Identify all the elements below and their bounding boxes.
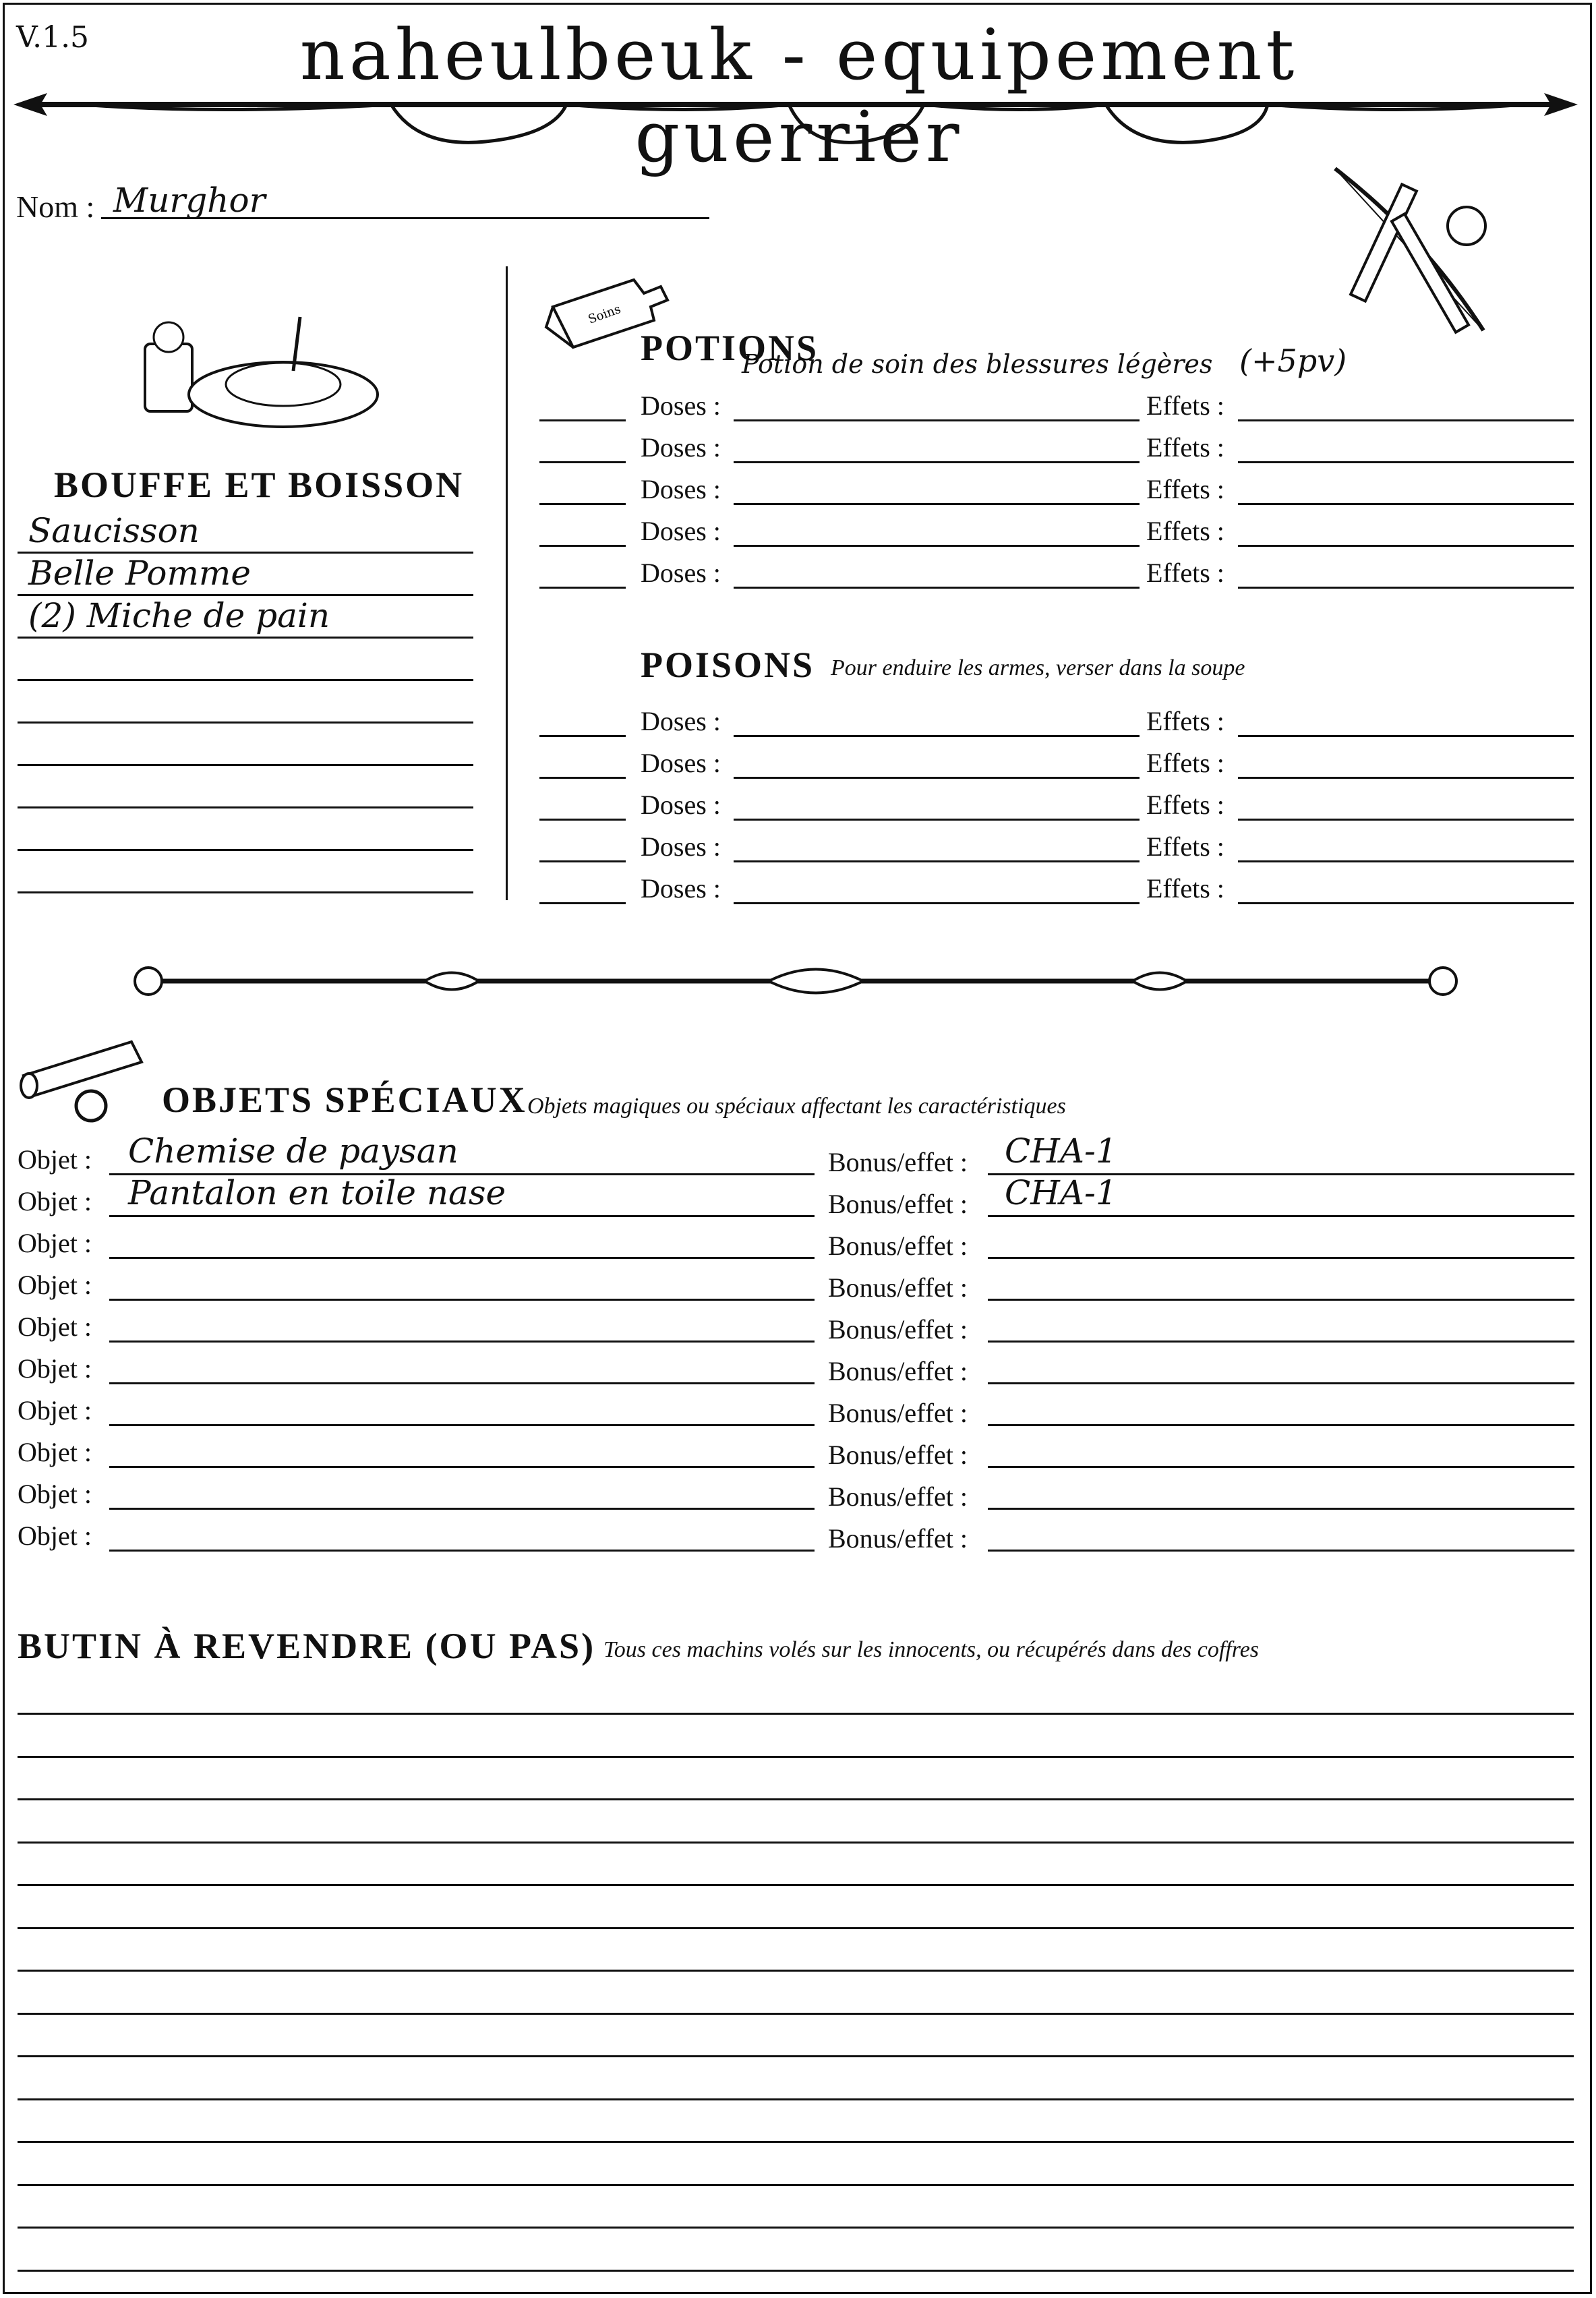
loot-line[interactable] (18, 1842, 1574, 1844)
dose-line[interactable] (734, 587, 1140, 589)
loot-line[interactable] (18, 1970, 1574, 1972)
object-line[interactable] (109, 1424, 815, 1426)
food-line (18, 806, 473, 808)
potions-note[interactable]: Potion de soin des blessures légères (742, 349, 1213, 379)
object-line[interactable] (109, 1382, 815, 1384)
bonus-line[interactable] (988, 1340, 1574, 1343)
object-label: Objet : (18, 1228, 92, 1258)
effect-label: Effets : (1146, 706, 1224, 736)
dose-label: Doses : (641, 558, 721, 588)
object-line[interactable] (109, 1508, 815, 1510)
effect-label: Effets : (1146, 748, 1224, 778)
bonus-label: Bonus/effet : (828, 1398, 968, 1428)
loot-line[interactable] (18, 1927, 1574, 1929)
effect-line[interactable] (1238, 819, 1574, 821)
effect-label: Effets : (1146, 474, 1224, 504)
effect-label: Effets : (1146, 831, 1224, 862)
effect-label: Effets : (1146, 558, 1224, 588)
food-line (18, 849, 473, 851)
bonus-line[interactable] (988, 1466, 1574, 1468)
dose-count-line[interactable] (539, 819, 626, 821)
dose-label: Doses : (641, 474, 721, 504)
dose-count-line[interactable] (539, 902, 626, 904)
object-line[interactable] (109, 1215, 815, 1217)
loot-line[interactable] (18, 2098, 1574, 2100)
bonus-line[interactable] (988, 1508, 1574, 1510)
effect-label: Effets : (1146, 516, 1224, 546)
effect-line[interactable] (1238, 419, 1574, 421)
bonus-label: Bonus/effet : (828, 1189, 968, 1219)
bonus-label: Bonus/effet : (828, 1481, 968, 1512)
effect-line[interactable] (1238, 777, 1574, 779)
poisons-heading: POISONS (641, 645, 815, 685)
food-line (18, 764, 473, 766)
object-label: Objet : (18, 1270, 92, 1300)
object-line[interactable] (109, 1340, 815, 1343)
staff-divider-icon (128, 958, 1463, 1005)
dose-line[interactable] (734, 735, 1140, 737)
bonus-value[interactable]: CHA-1 (1005, 1173, 1117, 1212)
bonus-line[interactable] (988, 1424, 1574, 1426)
bonus-label: Bonus/effet : (828, 1147, 968, 1177)
dose-line[interactable] (734, 777, 1140, 779)
loot-line[interactable] (18, 2184, 1574, 2186)
effect-line[interactable] (1238, 461, 1574, 463)
dose-count-line[interactable] (539, 419, 626, 421)
dose-line[interactable] (734, 419, 1140, 421)
loot-line[interactable] (18, 1756, 1574, 1758)
dose-count-line[interactable] (539, 777, 626, 779)
name-value[interactable]: Murghor (113, 181, 266, 220)
bonus-value[interactable]: CHA-1 (1005, 1131, 1117, 1171)
bonus-label: Bonus/effet : (828, 1314, 968, 1345)
name-underline (101, 217, 709, 219)
dose-count-line[interactable] (539, 503, 626, 505)
dose-count-line[interactable] (539, 461, 626, 463)
bonus-line[interactable] (988, 1257, 1574, 1259)
object-label: Objet : (18, 1479, 92, 1509)
effect-label: Effets : (1146, 873, 1224, 904)
loot-line[interactable] (18, 2055, 1574, 2057)
dose-count-line[interactable] (539, 545, 626, 547)
loot-line[interactable] (18, 1884, 1574, 1886)
object-value[interactable]: Chemise de paysan (128, 1131, 459, 1171)
object-line[interactable] (109, 1299, 815, 1301)
spear-divider-icon (13, 88, 1578, 148)
dose-line[interactable] (734, 461, 1140, 463)
column-separator (506, 266, 508, 900)
bonus-label: Bonus/effet : (828, 1272, 968, 1303)
version-label: V.1.5 (16, 20, 90, 55)
loot-line[interactable] (18, 2141, 1574, 2143)
scroll-ring-icon (17, 1028, 152, 1129)
dose-line[interactable] (734, 503, 1140, 505)
dose-label: Doses : (641, 706, 721, 736)
bonus-line[interactable] (988, 1215, 1574, 1217)
food-line (18, 679, 473, 681)
bonus-label: Bonus/effet : (828, 1440, 968, 1470)
loot-subtitle: Tous ces machins volés sur les innocents, ou récupérés dans des coffres (603, 1637, 1260, 1662)
dose-line[interactable] (734, 902, 1140, 904)
potions-heading: POTIONS (641, 328, 819, 368)
dose-label: Doses : (641, 748, 721, 778)
dose-line[interactable] (734, 819, 1140, 821)
effect-line[interactable] (1238, 545, 1574, 547)
effect-label: Effets : (1146, 390, 1224, 421)
object-label: Objet : (18, 1353, 92, 1384)
dose-label: Doses : (641, 390, 721, 421)
effect-label: Effets : (1146, 432, 1224, 463)
dose-count-line[interactable] (539, 860, 626, 862)
dose-label: Doses : (641, 873, 721, 904)
food-line (18, 721, 473, 724)
poisons-subtitle: Pour enduire les armes, verser dans la soupe (831, 655, 1245, 680)
bonus-line[interactable] (988, 1550, 1574, 1552)
object-label: Objet : (18, 1312, 92, 1342)
dose-line[interactable] (734, 860, 1140, 862)
page-title: naheulbeuk - equipement guerrier (299, 13, 1299, 178)
object-label: Objet : (18, 1437, 92, 1467)
dose-count-line[interactable] (539, 587, 626, 589)
effect-line[interactable] (1238, 587, 1574, 589)
food-line (18, 891, 473, 893)
object-label: Objet : (18, 1144, 92, 1175)
bonus-label: Bonus/effet : (828, 1523, 968, 1554)
object-line[interactable] (109, 1257, 815, 1259)
loot-line[interactable] (18, 2227, 1574, 2229)
loot-line[interactable] (18, 2270, 1574, 2272)
object-value[interactable]: Pantalon en toile nase (128, 1173, 506, 1212)
dose-label: Doses : (641, 516, 721, 546)
effect-line[interactable] (1238, 735, 1574, 737)
effect-line[interactable] (1238, 503, 1574, 505)
object-label: Objet : (18, 1521, 92, 1551)
loot-line[interactable] (18, 1713, 1574, 1715)
food-item[interactable]: (2) Miche de pain (28, 596, 330, 635)
dose-line[interactable] (734, 545, 1140, 547)
loot-line[interactable] (18, 1798, 1574, 1800)
svg-text:Soins: Soins (586, 301, 623, 327)
object-label: Objet : (18, 1395, 92, 1425)
food-item[interactable]: Belle Pomme (28, 554, 251, 593)
loot-line[interactable] (18, 2013, 1574, 2015)
bonus-label: Bonus/effet : (828, 1356, 968, 1386)
bonus-line[interactable] (988, 1382, 1574, 1384)
food-item[interactable]: Saucisson (28, 511, 200, 550)
food-heading: BOUFFE ET BOISSON (54, 465, 465, 505)
potions-note-effect[interactable]: (+5pv) (1239, 343, 1347, 379)
name-label: Nom : (16, 189, 95, 224)
special-subtitle: Objets magiques ou spéciaux affectant les caractéristiques (527, 1094, 1066, 1119)
dose-count-line[interactable] (539, 735, 626, 737)
object-label: Objet : (18, 1186, 92, 1216)
bonus-label: Bonus/effet : (828, 1231, 968, 1261)
bonus-line[interactable] (988, 1299, 1574, 1301)
dose-label: Doses : (641, 790, 721, 820)
special-heading: OBJETS SPÉCIAUX (162, 1080, 527, 1120)
dose-label: Doses : (641, 432, 721, 463)
dose-label: Doses : (641, 831, 721, 862)
food-plate-icon (138, 303, 381, 438)
food-line (18, 637, 473, 639)
weapons-icon (1322, 155, 1524, 344)
object-line[interactable] (109, 1466, 815, 1468)
object-line[interactable] (109, 1550, 815, 1552)
effect-line[interactable] (1238, 860, 1574, 862)
effect-line[interactable] (1238, 902, 1574, 904)
loot-heading: BUTIN À REVENDRE (OU PAS) (18, 1626, 596, 1666)
effect-label: Effets : (1146, 790, 1224, 820)
